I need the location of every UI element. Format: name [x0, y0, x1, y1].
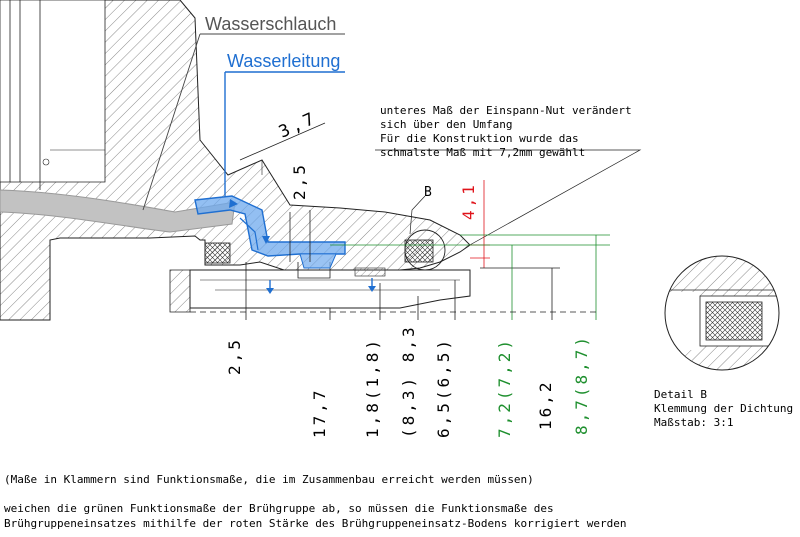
dim-6-5: 6,5(6,5)	[434, 336, 453, 438]
dim-8-3: (8,3) 8,3	[399, 324, 418, 438]
detail-title: Detail B	[654, 388, 707, 401]
dim-4-1: 4,1	[459, 182, 478, 220]
dim-2-5-bottom: 2,5	[225, 337, 244, 375]
housing-section	[0, 0, 640, 320]
dim-8-7: 8,7(8,7)	[572, 333, 591, 435]
groove-note	[380, 104, 632, 159]
dim-17-7: 17,7	[310, 387, 329, 438]
detail-subtitle: Klemmung der Dichtung	[654, 402, 794, 415]
groove-note-line-3: Für die Konstruktion wurde das	[380, 132, 579, 145]
groove-note-line-2: sich über den Umfang	[380, 118, 513, 131]
detail-caption	[654, 388, 793, 429]
pipe-label: Wasserleitung	[227, 51, 341, 71]
footnote-correction-line-2: Brühgruppeneinsatzes mithilfe der roten Stärke des Brühgruppeneinsatz-Bodens korrigiert werden	[4, 517, 627, 530]
footnote-functional-dimensions: (Maße in Klammern sind Funktionsmaße, die im Zusammenbau erreicht werden müssen)	[4, 473, 534, 486]
groove-note-line-1: unteres Maß der Einspann-Nut verändert	[380, 104, 632, 117]
hose-label: Wasserschlauch	[205, 14, 337, 34]
groove-note-line-4: schmalste Maß mit 7,2mm gewählt	[380, 146, 586, 159]
dim-16-2: 16,2	[536, 379, 555, 430]
dim-1-8: 1,8(1,8)	[363, 336, 382, 438]
dim-2-5-top: 2,5	[290, 162, 309, 200]
dim-3-7-text: 3,7	[275, 108, 321, 143]
dim-7-2: 7,2(7,2)	[495, 336, 514, 438]
detail-ref-label: B	[424, 185, 432, 200]
detail-scale: Maßstab: 3:1	[654, 416, 734, 429]
detail-b-view	[660, 250, 790, 380]
footnote-correction-line-1: weichen die grünen Funktionsmaße der Brühgruppe ab, so müssen die Funktionsmaße des	[4, 502, 554, 515]
